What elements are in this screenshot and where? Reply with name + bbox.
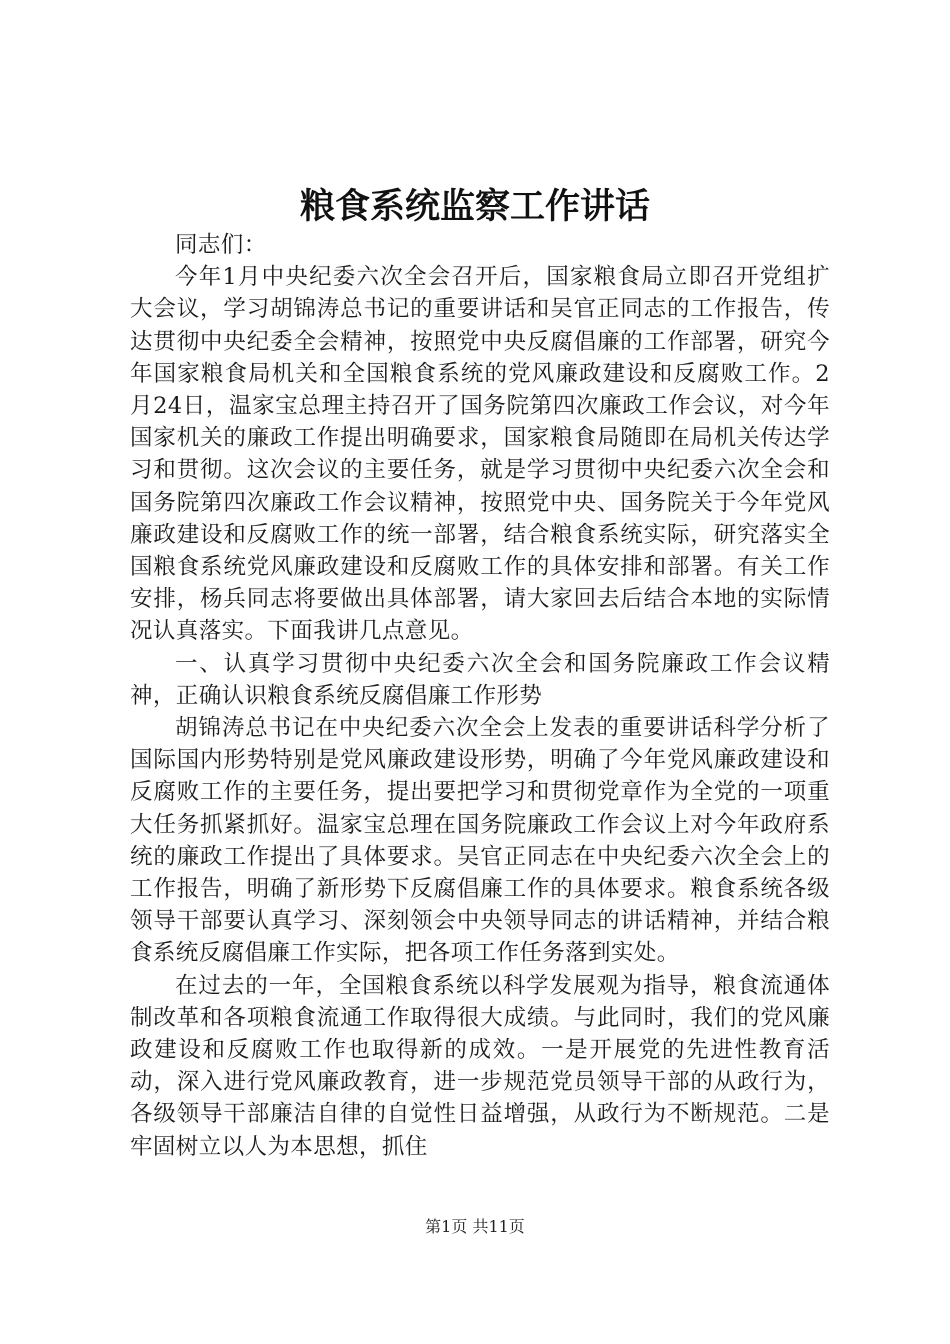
- document-title: 粮食系统监察工作讲话: [299, 186, 650, 227]
- salutation-paragraph: 同志们：: [175, 232, 267, 258]
- body-paragraph: 在过去的一年，全国粮食系统以科学发展观为指导，粮食流通体制改革和各项粮食流通工作取得很大成绩。与此同时，我们的党风廉政建设和反腐败工作也取得新的成效。一是开展党的先进性教育活动，深入进行党风廉政教育，进一步规范党员领导干部的从政行为，各级领导干部廉洁自律的自觉性日益增强，从政行为不断规范。二是牢固树立以人为本思想，抓住: [130, 972, 830, 1160]
- section-heading: 一、认真学习贯彻中央纪委六次全会和国务院廉政工作会议精神，正确认识粮食系统反腐倡廉工作形势: [130, 650, 830, 709]
- body-paragraph: 今年1月中央纪委六次全会召开后，国家粮食局立即召开党组扩大会议，学习胡锦涛总书记的重要讲话和吴官正同志的工作报告，传达贯彻中央纪委全会精神，按照党中央反腐倡廉的工作部署，研究今年国家粮食局机关和全国粮食系统的党风廉政建设和反腐败工作。2月24日，温家宝总理主持召开了国务院第四次廉政工作会议，对今年国家机关的廉政工作提出明确要求，国家粮食局随即在局机关传达学习和贯彻。这次会议的主要任务，就是学习贯彻中央纪委六次全会和国务院第四次廉政工作会议精神，按照党中央、国务院关于今年党风廉政建设和反腐败工作的统一部署，结合粮食系统实际，研究落实全国粮食系统党风廉政建设和反腐败工作的具体安排和部署。有关工作安排，杨兵同志将要做出具体部署，请大家回去后结合本地的实际情况认真落实。下面我讲几点意见。: [130, 264, 830, 645]
- page-number-footer: 第1页 共11页: [425, 1217, 525, 1236]
- document-body: [130, 229, 830, 1163]
- body-paragraph: 胡锦涛总书记在中央纪委六次全会上发表的重要讲话科学分析了国际国内形势特别是党风廉政建设形势，明确了今年党风廉政建设和反腐败工作的主要任务，提出要把学习和贯彻党章作为全党的一项重大任务抓紧抓好。温家宝总理在国务院廉政工作会议上对今年政府系统的廉政工作提出了具体要求。吴官正同志在中央纪委六次全会上的工作报告，明确了新形势下反腐倡廉工作的具体要求。粮食系统各级领导干部要认真学习、深刻领会中央领导同志的讲话精神，并结合粮食系统反腐倡廉工作实际，把各项工作任务落到实处。: [130, 715, 830, 967]
